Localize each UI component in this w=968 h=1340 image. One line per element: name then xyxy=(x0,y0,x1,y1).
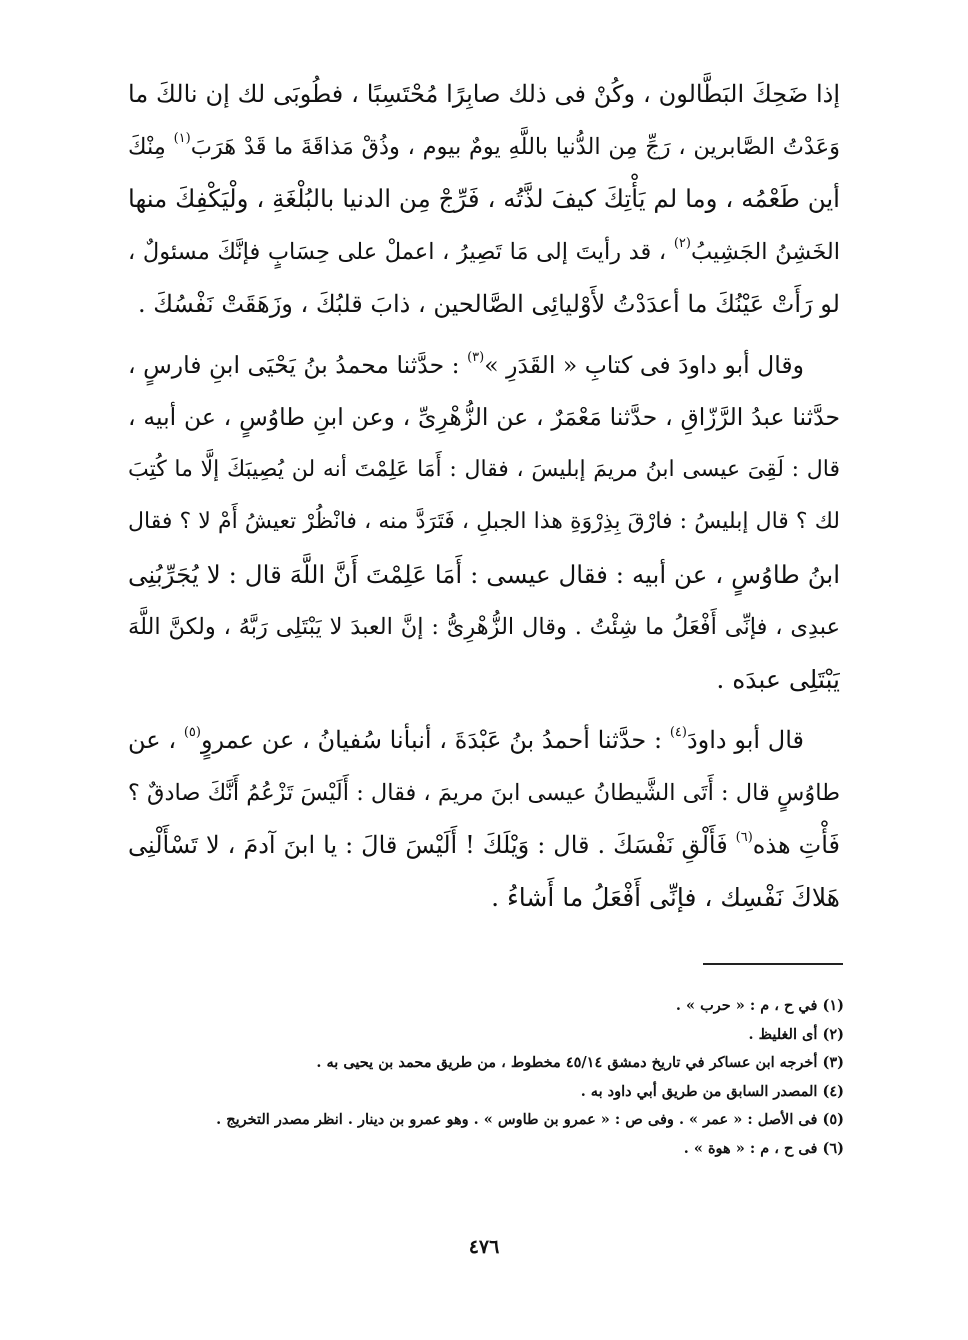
text-line xyxy=(128,173,840,226)
main-text xyxy=(128,68,840,924)
footnote-separator xyxy=(703,963,843,965)
text-line xyxy=(128,601,840,654)
text-line xyxy=(128,496,840,549)
line-text: لك ؟ قال إبليسُ : فارْقَ بِذِرْوَةِ هذا الجبلِ ، فَتَرَدَّ منه ، فانْظُرْ تعيشُ أَمْ لا ؟ فقال xyxy=(128,509,840,534)
line-text: وقال أبو داودَ فى كتابِ « القَدَرِ » xyxy=(484,350,804,379)
footnote-ref-1: (١) xyxy=(173,130,191,146)
footnote-3: (٣) أخرجه ابن عساكر في تاريخ دمشق ٤٥/١٤ مخطوط ، من طريق محمد بن يحيى به . xyxy=(316,1054,844,1071)
paragraph-1 xyxy=(128,68,840,331)
line-text: فَأَلْقِ نَفْسَكَ . قال : وَيْلَكَ ! أَلَيْسَ قالَ : يا ابنَ آدمَ ، لا تَسْأَلْنِى xyxy=(128,831,728,859)
footnote-6: (٦) فى ح ، م : « هوة » . xyxy=(683,1139,844,1157)
text-line xyxy=(128,819,840,872)
text-line xyxy=(128,549,840,602)
line-text: فَأْتِ هذه xyxy=(752,831,840,859)
line-text: وَعَدْتُ الصَّابرين ، رَجِّ مِن الدُّنيا باللَّهِ يومٌ بيوم ، وذُقْ مَذاقَةَ ما قَدْ هَرَبَ xyxy=(190,133,840,160)
footnote-ref-6: (٦) xyxy=(735,830,753,845)
footnote-ref-2: (٢) xyxy=(673,235,691,251)
line-text: ، عن xyxy=(128,726,177,754)
line-text: مِنْكَ xyxy=(128,133,166,160)
text-line xyxy=(128,278,840,331)
line-text: أين طَعْمُه ، وما لم يَأْتِكَ كيفَ لذَّتُه ، فَرِّجْ مِن الدنيا بالبُلْغَةِ ، ولْيَكْفِكَ منها xyxy=(128,184,840,213)
text-line xyxy=(128,121,840,174)
line-text: عبدِى ، فإنِّى أَفْعَلُ ما شِئْتُ . وقال الزُّهْرِىُّ : إنَّ العبدَ لا يَبْتَلِى رَبَّهُ ، ولكنَّ اللَّهَ xyxy=(128,614,840,640)
footnote-ref-4: (٤) xyxy=(669,725,687,740)
paragraph-3 xyxy=(128,714,840,924)
line-text: إذا ضَحِكَ البَطَّالون ، وكُنْ فى ذلك صابِرًا مُحْتَسِبًا ، فطُوبَى لك إن نالكَ ما xyxy=(128,80,840,108)
line-text: ، قد رأيتَ إلى مَا تَصِيرُ ، اعملْ على حِسَابٍ فإنَّكَ مسئولٌ ، xyxy=(128,238,667,265)
footnote-2: (٢) أى الغليظ . xyxy=(748,1025,844,1043)
page-number: ٤٧٦ xyxy=(468,1236,500,1258)
text-line xyxy=(128,339,840,392)
footnote-ref-5: (٥) xyxy=(183,725,201,740)
text-line xyxy=(128,872,840,925)
text-line xyxy=(128,444,840,497)
line-text: قال : لَقِىَ عيسى ابنُ مريمَ إبليسَ ، فقال : أَمَا عَلِمْتَ أنه لن يُصِيبَكَ إلَّا ما كُتِبَ xyxy=(128,456,840,482)
footnote-1: (١) في ح ، م : « حرب » . xyxy=(675,997,844,1014)
line-text: قال أبو داودَ xyxy=(686,726,805,754)
line-text: ابنُ طاوُسٍ ، عن أبيه : فقال عيسى : أَمَا عَلِمْتَ أَنَّ اللَّهَ قال : لا يُجَرِّبُنِى xyxy=(128,559,840,589)
text-line xyxy=(128,68,840,121)
line-text: الخَشِنُ الجَشِيبُ xyxy=(690,238,840,265)
line-text: لو رَأَتْ عَيْنُكَ ما أعدَدْتُ لأَوْليائِى الصَّالحين ، ذابَ قلبُكَ ، وزَهَقَتْ نَفْسُكَ . xyxy=(137,290,840,318)
line-text: : حدَّثنا محمدُ بنُ يَحْيَى ابنِ فارسٍ ، xyxy=(128,350,460,379)
footnote-5: (٥) فى الأصل : « عمر » . وفى ص : « عمرو بن طاوس » . وهو عمرو بن دينار . انظر مصدر التخريج . xyxy=(216,1111,844,1128)
text-line xyxy=(128,391,840,444)
text-line xyxy=(128,226,840,279)
paragraph-2 xyxy=(128,339,840,707)
footnote-4: (٤) المصدر السابق من طريق أبي داود به . xyxy=(580,1082,844,1100)
footnote-ref-3: (٣) xyxy=(467,349,485,365)
text-line xyxy=(128,767,840,820)
text-line xyxy=(128,654,840,707)
text-line xyxy=(128,714,840,767)
footnotes xyxy=(128,992,844,1163)
line-text: : حدَّثنا أحمدُ بنُ عَبْدَةَ ، أنبأنا سُفيانُ ، عن عمروٍ xyxy=(200,726,663,754)
line-text: هَلاكَ نَفْسِك ، فإنِّى أَفْعَلُ ما أَشاءُ . xyxy=(491,882,840,912)
line-text: حدَّثنا عبدُ الرَّزّاقِ ، حدَّثنا مَعْمَرٌ ، عن الزُّهْرِىِّ ، وعن ابنِ طاوُسٍ ، عن أبيه ، xyxy=(128,403,840,431)
line-text: طاوُسٍ قال : أَتَى الشَّيطانُ عيسى ابنَ مريمَ ، فقال : أَلَيْسَ تَزْعُمُ أَنَّكَ صادقٌ ؟ xyxy=(128,779,840,806)
line-text: يَبْتَلِى عبدَه . xyxy=(716,664,840,694)
